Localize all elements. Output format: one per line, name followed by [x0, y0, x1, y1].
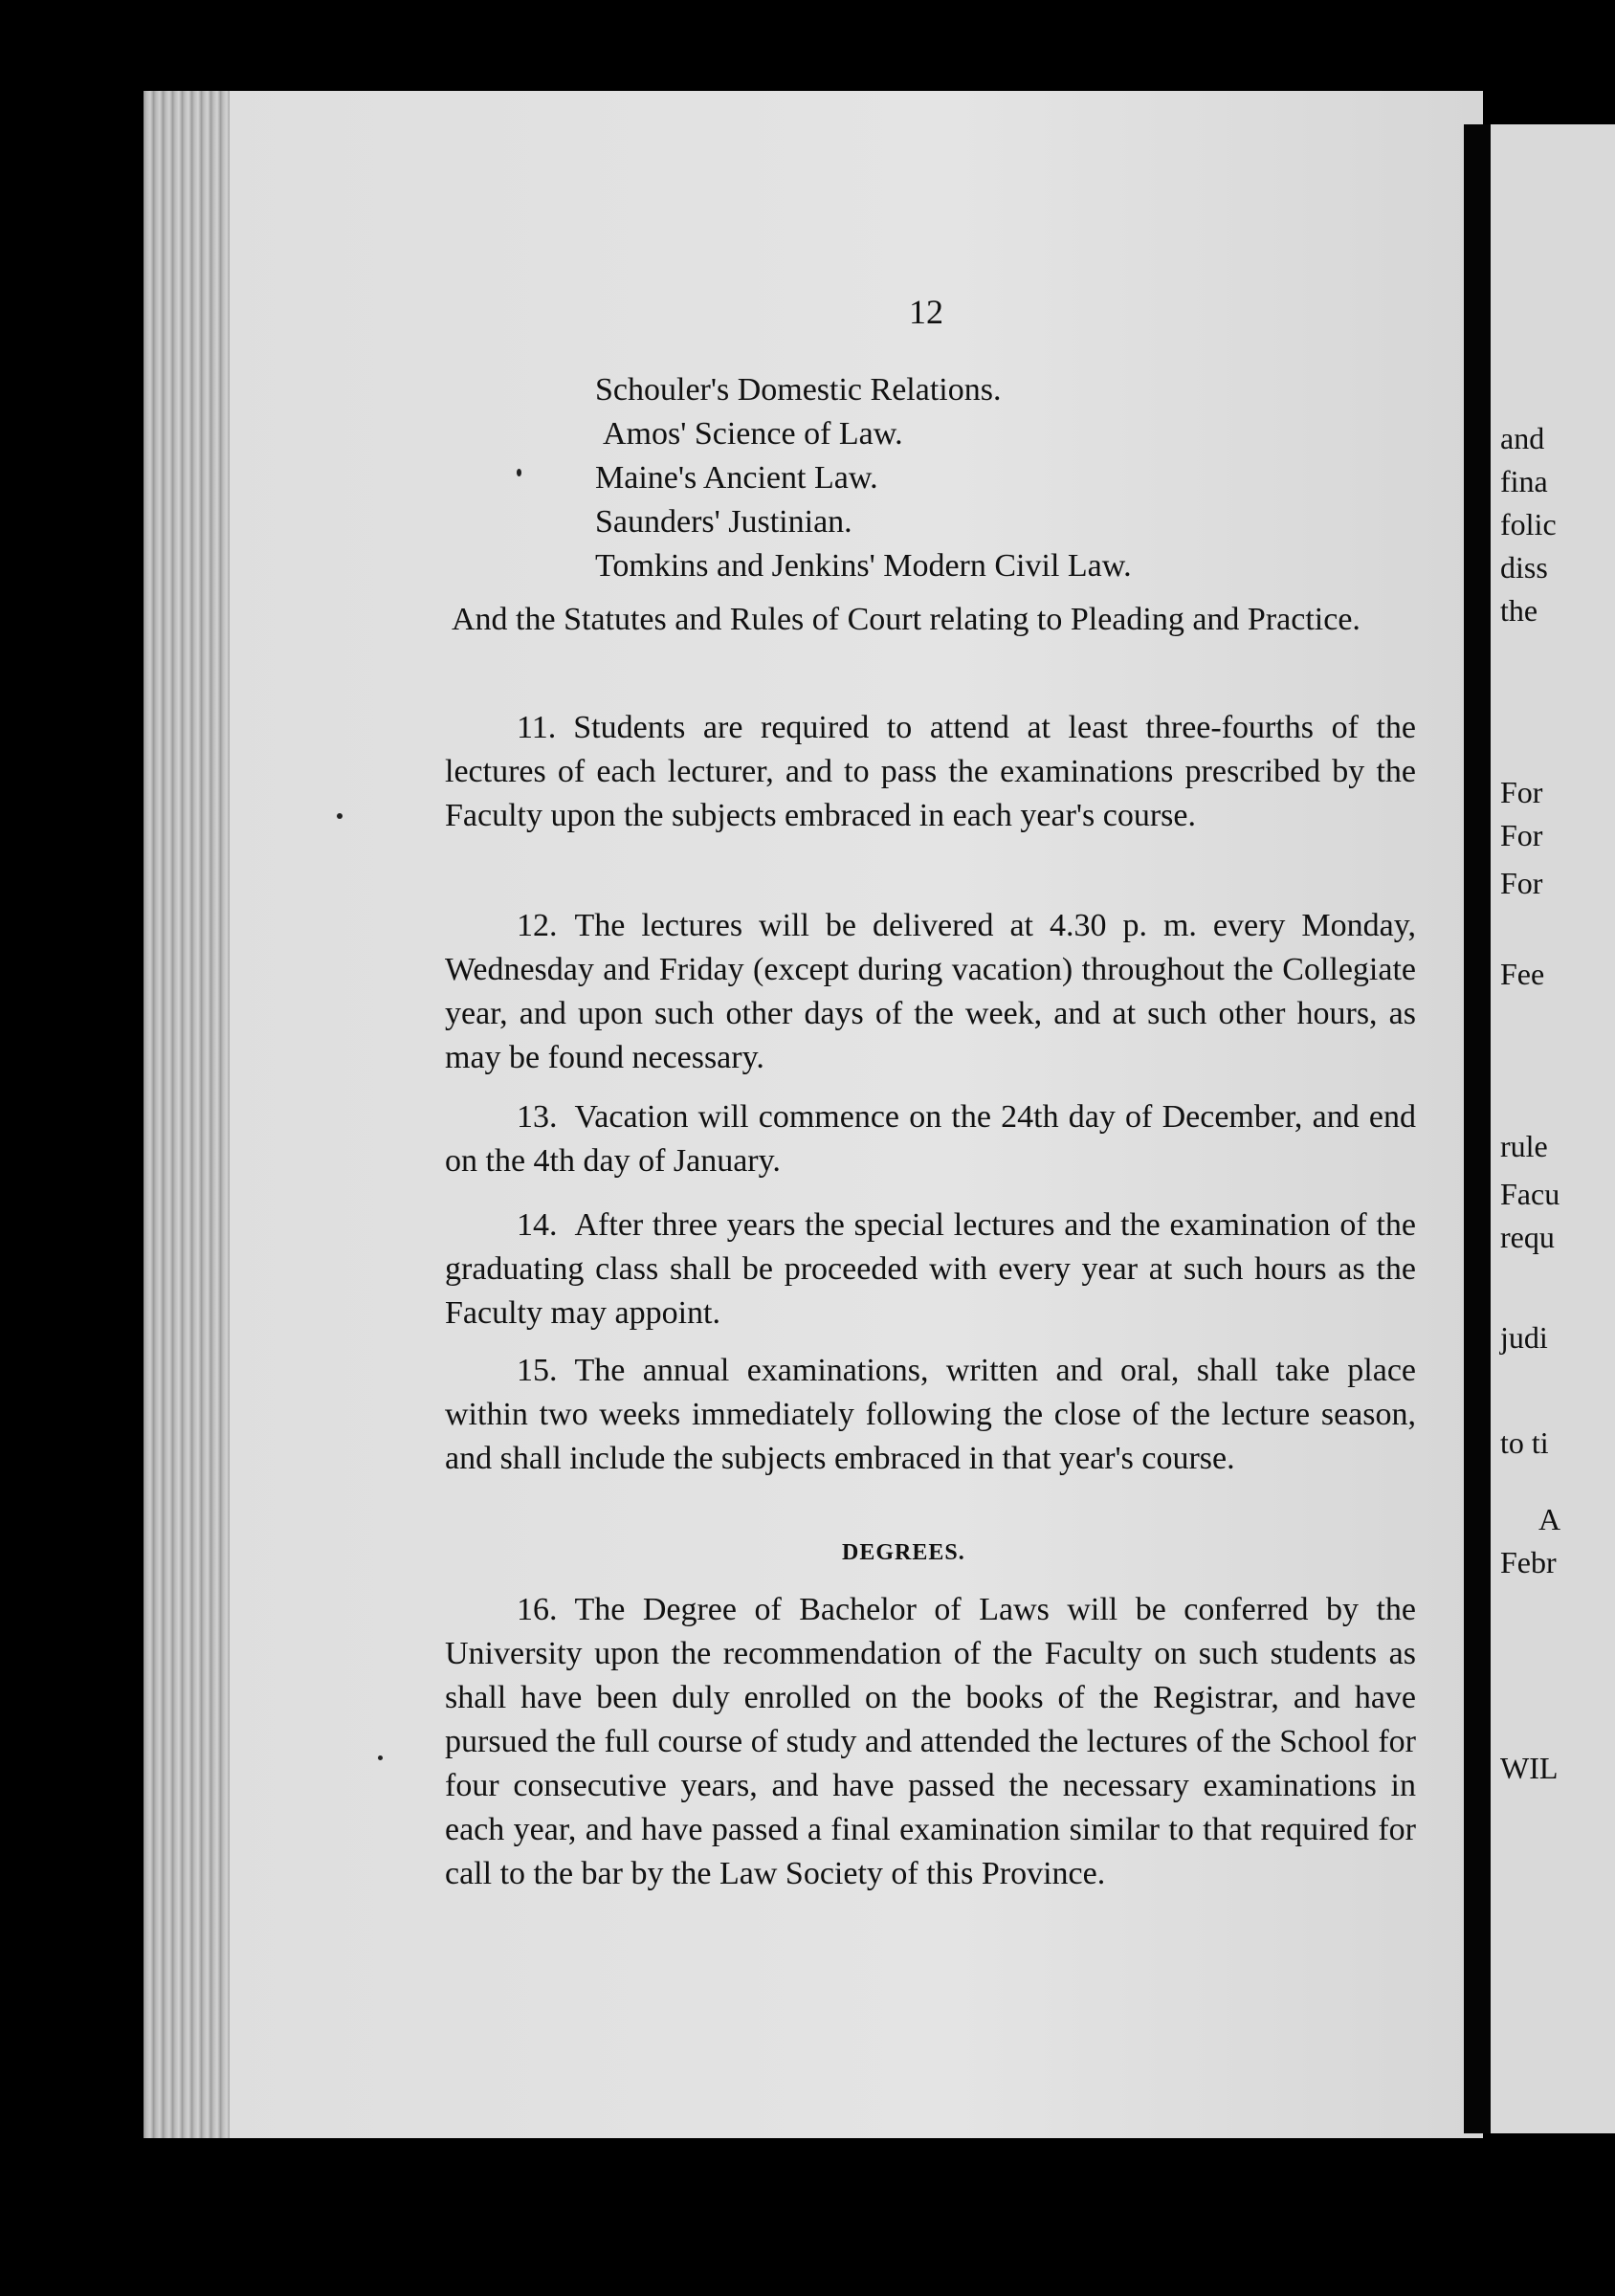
page-stack-edge — [144, 91, 230, 2138]
adjacent-page-word: Facu — [1500, 1177, 1560, 1211]
adjacent-page-word: and — [1500, 421, 1545, 455]
paper-speck — [517, 469, 521, 476]
section-paragraph — [445, 1095, 1416, 1183]
section-text: Vacation will commence on the 24th day of December, and end on the 4th day of January. — [445, 1099, 1416, 1179]
adjacent-page-word: rule — [1500, 1129, 1548, 1163]
adjacent-page-word: to ti — [1500, 1425, 1549, 1460]
book-item: Amos' Science of Law. — [603, 416, 903, 452]
section-text: The annual examinations, written and oral, shall take place within two weeks immediately following the close of the lecture season, and shall include the subjects embraced in that year's course. — [445, 1353, 1416, 1476]
section-number: 14. — [517, 1207, 558, 1243]
adjacent-page — [1491, 124, 1615, 2133]
section-paragraph — [445, 706, 1416, 838]
section-text: The Degree of Bachelor of Laws will be conferred by the University upon the recommendation of the Faculty on such students as shall have been duly enrolled on the books of the Registrar, and have pursued the full course of study and attended the lectures of the School for four consecutive years, and have passed the necessary examinations in each year, and have passed a final examination similar to that required for call to the bar by the Law Society of this Province. — [445, 1592, 1416, 1891]
book-item: Maine's Ancient Law. — [595, 460, 878, 496]
section-text: After three years the special lectures and the examination of the graduating class shall be proceeded with every year at such hours as the Faculty may appoint. — [445, 1207, 1416, 1331]
section-paragraph — [445, 1588, 1416, 1896]
adjacent-page-word: judi — [1500, 1320, 1548, 1355]
adjacent-page-word: requ — [1500, 1220, 1555, 1254]
adjacent-page-word: For — [1500, 818, 1543, 852]
adjacent-page-word: For — [1500, 775, 1543, 809]
adjacent-page-word: Fee — [1500, 957, 1545, 991]
adjacent-page-word: fina — [1500, 464, 1548, 498]
degrees-heading: DEGREES. — [842, 1540, 965, 1565]
section-paragraph — [445, 1349, 1416, 1481]
book-item: Tomkins and Jenkins' Modern Civil Law. — [595, 548, 1132, 584]
paper-speck — [378, 1755, 383, 1760]
adjacent-page-word: A — [1538, 1502, 1561, 1536]
section-text: The lectures will be delivered at 4.30 p. m. every Monday, Wednesday and Friday (except during vacation) throughout the Collegiate year, and upon such other days of the week, and at such other hours, as may be found necessary. — [445, 908, 1416, 1075]
book-gutter — [1464, 124, 1491, 2133]
section-number: 13. — [517, 1099, 558, 1135]
section-paragraph — [445, 904, 1416, 1080]
adjacent-page-word: diss — [1500, 550, 1548, 585]
adjacent-page-word: the — [1500, 593, 1538, 628]
adjacent-page-word: folic — [1500, 507, 1557, 541]
section-number: 11. — [517, 710, 557, 745]
section-paragraph — [445, 1203, 1416, 1336]
page-number: 12 — [909, 293, 943, 331]
adjacent-page-word: For — [1500, 866, 1543, 900]
book-list — [595, 368, 1132, 588]
paper-speck — [337, 813, 343, 819]
adjacent-page-word: Febr — [1500, 1545, 1557, 1579]
section-number: 12. — [517, 908, 558, 943]
book-item: Saunders' Justinian. — [595, 504, 852, 540]
section-number: 15. — [517, 1353, 558, 1388]
adjacent-page-word: WIL — [1500, 1751, 1559, 1785]
book-item: Schouler's Domestic Relations. — [595, 372, 1002, 408]
section-number: 16. — [517, 1592, 558, 1627]
statutes-paragraph: And the Statutes and Rules of Court relating to Pleading and Practice. — [452, 602, 1361, 637]
section-text: Students are required to attend at least three-fourths of the lectures of each lecturer, and to pass the examinations prescribed by the Faculty upon the subjects embraced in each year's course. — [445, 710, 1416, 833]
